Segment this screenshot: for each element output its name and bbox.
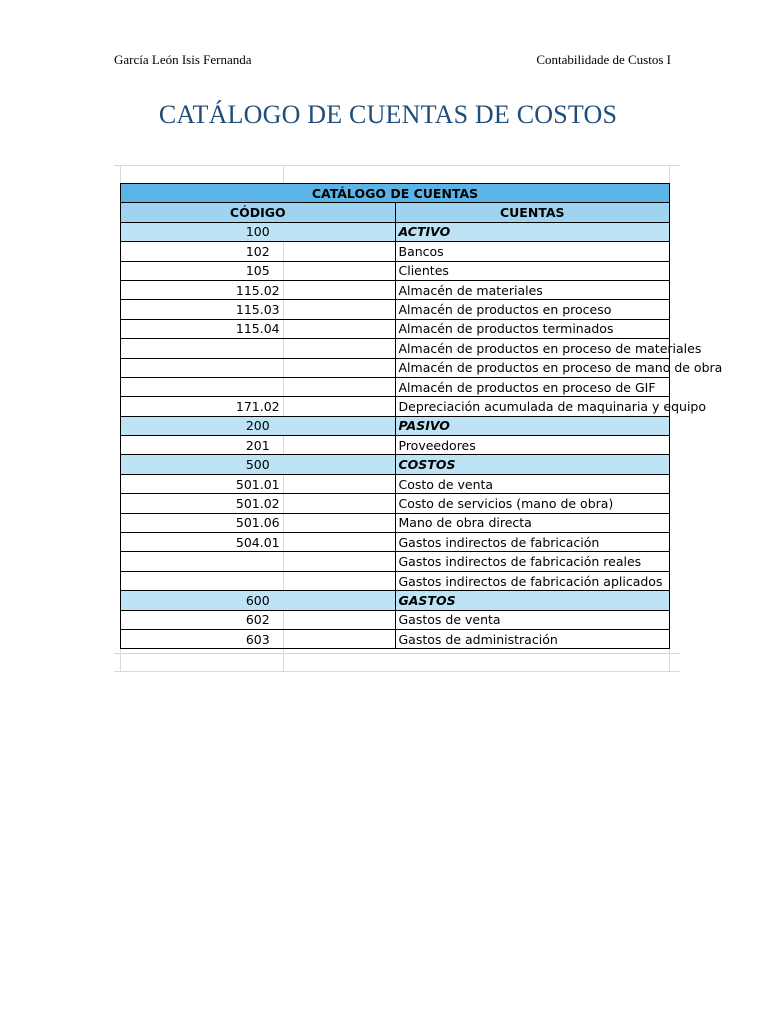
account-code-cell: 171.02 [121, 397, 396, 416]
table-row [121, 552, 670, 571]
header-author: García León Isis Fernanda [114, 52, 252, 67]
account-name-cell: Gastos indirectos de fabricación reales [395, 552, 670, 571]
account-code-cell: 201 [121, 436, 396, 455]
table-row [121, 629, 670, 648]
table-row [121, 242, 670, 261]
account-catalog-table [120, 183, 723, 649]
account-code-cell: 600 [121, 591, 396, 610]
account-code-cell: 501.01 [121, 474, 396, 493]
table-row [121, 513, 670, 532]
account-code-cell [121, 571, 396, 590]
account-code-cell [121, 339, 396, 358]
table-row [121, 436, 670, 455]
column-header-code: CÓDIGO [121, 203, 396, 222]
table-row [121, 474, 670, 493]
account-name-cell: Proveedores [395, 436, 670, 455]
table-row [121, 533, 670, 552]
section-row [121, 222, 670, 241]
account-code-cell: 105 [121, 261, 396, 280]
section-row [121, 591, 670, 610]
account-name-cell: ACTIVO [395, 222, 670, 241]
account-name-cell: COSTOS [395, 455, 670, 474]
account-code-cell [121, 377, 396, 396]
table-row [121, 319, 670, 338]
account-code-cell: 602 [121, 610, 396, 629]
account-code-cell: 603 [121, 629, 396, 648]
account-name-cell: Gastos de venta [395, 610, 670, 629]
account-name-cell: PASIVO [395, 416, 670, 435]
column-header-accounts: CUENTAS [395, 203, 670, 222]
page-title: CATÁLOGO DE CUENTAS DE COSTOS [158, 100, 618, 129]
account-code-cell: 200 [121, 416, 396, 435]
table-banner: CATÁLOGO DE CUENTAS [121, 184, 670, 203]
table-row [121, 261, 670, 280]
header-course: Contabilidade de Custos I [536, 52, 671, 67]
account-name-cell: Almacén de materiales [395, 280, 670, 299]
table-row [121, 300, 670, 319]
account-code-cell: 100 [121, 222, 396, 241]
table-row [121, 494, 670, 513]
account-code-cell: 102 [121, 242, 396, 261]
table-row [121, 397, 670, 416]
table-row [121, 358, 670, 377]
account-code-cell: 115.03 [121, 300, 396, 319]
account-name-cell: Clientes [395, 261, 670, 280]
account-code-cell [121, 552, 396, 571]
account-code-cell: 115.02 [121, 280, 396, 299]
account-name-cell: Gastos indirectos de fabricación aplicados [395, 571, 670, 590]
account-code-cell: 501.06 [121, 513, 396, 532]
account-name-cell: Almacén de productos en proceso [395, 300, 670, 319]
table-row [121, 571, 670, 590]
account-name-cell: Costo de servicios (mano de obra) [395, 494, 670, 513]
account-name-cell: Gastos de administración [395, 629, 670, 648]
account-name-cell: GASTOS [395, 591, 670, 610]
account-name-cell: Gastos indirectos de fabricación [395, 533, 670, 552]
table-body [121, 222, 723, 649]
section-row [121, 455, 670, 474]
account-name-cell: Almacén de productos en proceso de mano de obra [395, 358, 670, 377]
account-code-cell: 115.04 [121, 319, 396, 338]
account-name-cell: Depreciación acumulada de maquinaria y equipo [395, 397, 670, 416]
section-row [121, 416, 670, 435]
account-code-cell: 500 [121, 455, 396, 474]
account-name-cell: Almacén de productos en proceso de materiales [395, 339, 670, 358]
table-row [121, 339, 670, 358]
account-name-cell: Costo de venta [395, 474, 670, 493]
table-row [121, 377, 670, 396]
account-code-cell [121, 358, 396, 377]
account-name-cell: Almacén de productos en proceso de GIF [395, 377, 670, 396]
account-code-cell: 501.02 [121, 494, 396, 513]
account-code-cell: 504.01 [121, 533, 396, 552]
account-name-cell: Mano de obra directa [395, 513, 670, 532]
table-row [121, 280, 670, 299]
table-row [121, 610, 670, 629]
account-name-cell: Almacén de productos terminados [395, 319, 670, 338]
account-name-cell: Bancos [395, 242, 670, 261]
